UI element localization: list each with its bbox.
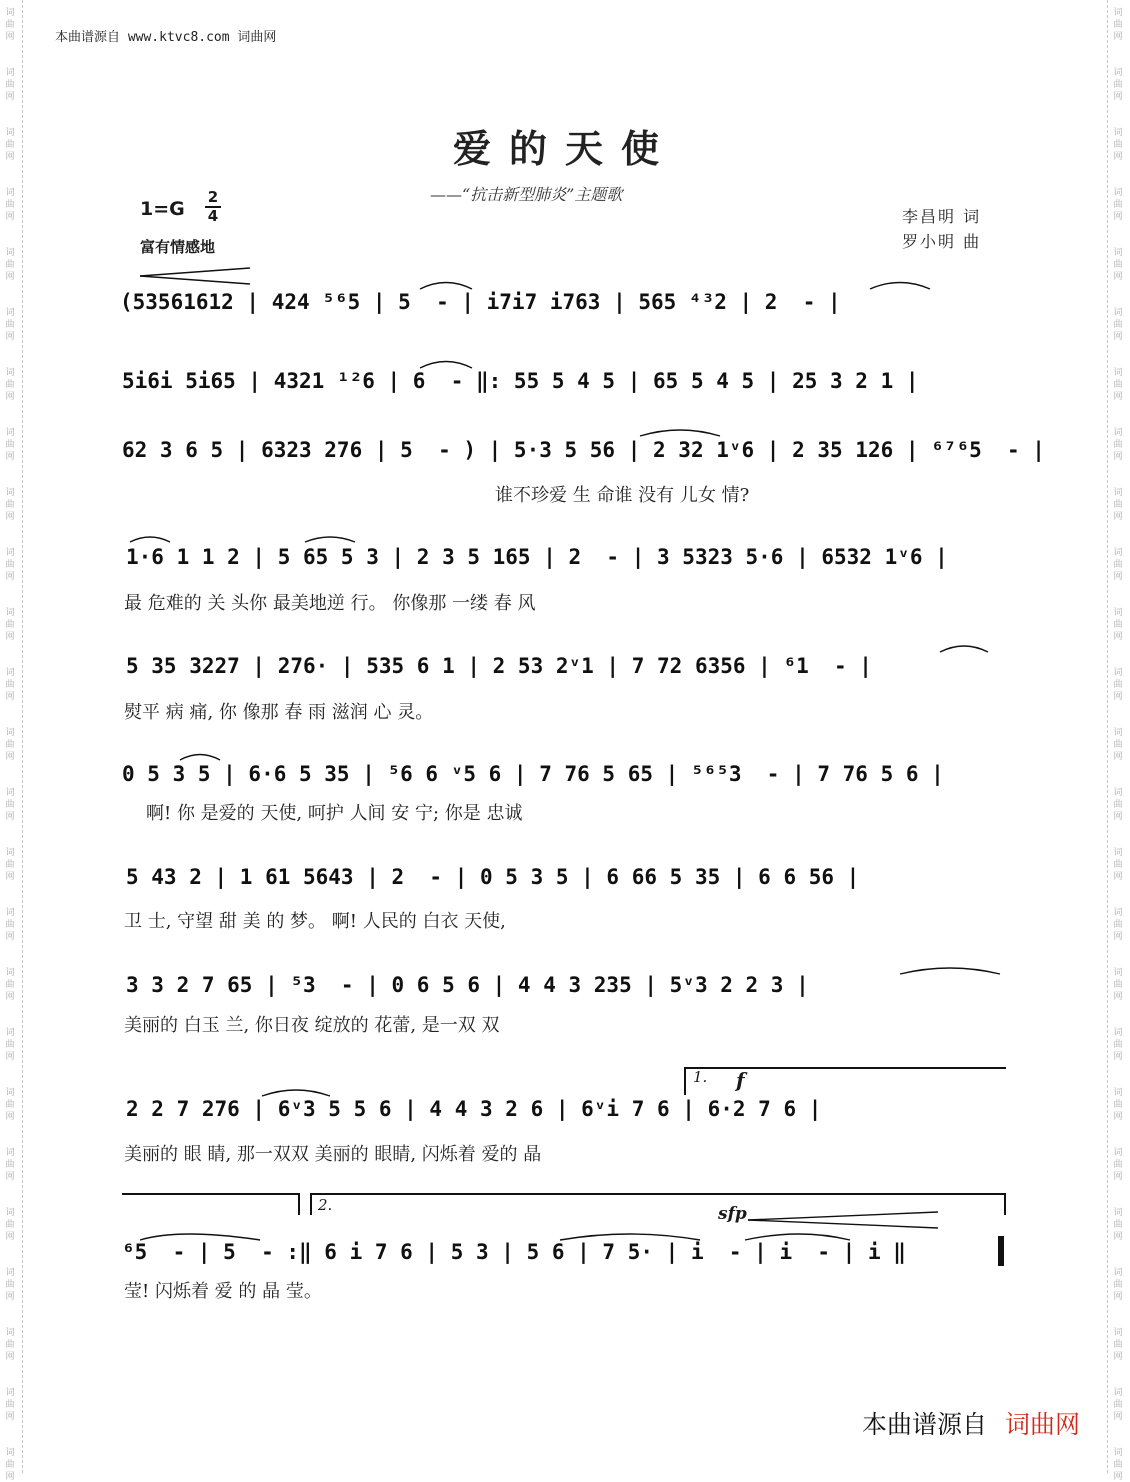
margin-glyph: 曲: [5, 560, 15, 570]
margin-glyph: 词: [1113, 728, 1123, 738]
margin-glyph: 曲: [1113, 980, 1123, 990]
margin-glyph: 网: [1113, 452, 1123, 462]
slur-3: [420, 362, 472, 369]
margin-glyph: 曲: [5, 1040, 15, 1050]
margin-glyph: 词: [5, 1088, 15, 1098]
margin-glyph: 曲: [5, 500, 15, 510]
watermark-source: 本曲谱源自: [862, 1410, 988, 1439]
margin-glyph: 词: [1113, 308, 1123, 318]
margin-glyph: 词: [5, 908, 15, 918]
margin-glyph: 曲: [5, 920, 15, 930]
lyrics-line-5: 熨平 病 痛, 你 像那 春 雨 滋润 心 灵。: [124, 702, 434, 723]
margin-glyph: 词: [1113, 128, 1123, 138]
margin-glyph: 网: [1113, 932, 1123, 942]
margin-glyph: 网: [1113, 692, 1123, 702]
slur-9: [900, 968, 1000, 974]
margin-glyph: 网: [1113, 812, 1123, 822]
margin-glyph: 词: [5, 248, 15, 258]
margin-glyph: 曲: [5, 20, 15, 30]
margin-glyph: 词: [5, 1148, 15, 1158]
margin-glyph: 网: [1113, 92, 1123, 102]
margin-glyph: 词: [5, 488, 15, 498]
margin-glyph: 曲: [5, 200, 15, 210]
lyrics-line-6: 啊! 你 是爱的 天使, 呵护 人间 安 宁; 你是 忠诚: [146, 803, 523, 824]
margin-glyph: 词: [5, 668, 15, 678]
margin-glyph: 曲: [5, 1340, 15, 1350]
sfp-hairpin-top: [748, 1212, 938, 1220]
margin-glyph: 词: [1113, 488, 1123, 498]
margin-glyph: 曲: [1113, 380, 1123, 390]
margin-glyph: 网: [5, 1232, 15, 1242]
lyricist-credit: 李昌明 词: [902, 207, 982, 226]
song-subtitle: ——“抗击新型肺炎”主题歌: [430, 185, 623, 204]
score-line-6: 0 5 3 5 | 6·6 5 35 | ⁵6 6 ᵛ5 6 | 7 76 5 65 | ⁵⁶⁵3 - | 7 76 5 6 |: [122, 762, 944, 786]
lyrics-line-10: 莹! 闪烁着 爱 的 晶 莹。: [124, 1281, 322, 1302]
margin-glyph: 词: [5, 368, 15, 378]
margin-glyph: 词: [5, 788, 15, 798]
margin-glyph: 网: [1113, 212, 1123, 222]
margin-glyph: 词: [5, 1028, 15, 1038]
margin-glyph: 网: [5, 212, 15, 222]
margin-glyph: 词: [1113, 668, 1123, 678]
margin-glyph: 网: [1113, 272, 1123, 282]
margin-glyph: 词: [1113, 188, 1123, 198]
margin-glyph: 词: [5, 848, 15, 858]
margin-glyph: 网: [1113, 1172, 1123, 1182]
source-line: 本曲谱源自 www.ktvc8.com 词曲网: [55, 30, 277, 45]
slur-10: [262, 1090, 330, 1096]
tempo-marking: 富有情感地: [140, 238, 216, 256]
lyrics-line-7: 卫 士, 守望 甜 美 的 梦。 啊! 人民的 白衣 天使,: [124, 911, 506, 932]
margin-glyph: 曲: [1113, 740, 1123, 750]
slur-2: [870, 283, 930, 290]
margin-glyph: 曲: [1113, 920, 1123, 930]
margin-glyph: 词: [5, 1388, 15, 1398]
margin-glyph: 网: [5, 332, 15, 342]
margin-glyph: 网: [1113, 1412, 1123, 1422]
margin-glyph: 网: [1113, 32, 1123, 42]
song-title: 爱的天使: [452, 126, 677, 171]
margin-glyph: 词: [1113, 1388, 1123, 1398]
margin-glyph: 网: [1113, 392, 1123, 402]
margin-glyph: 曲: [5, 800, 15, 810]
score-line-7: 5 43 2 | 1 61 5643 | 2 - | 0 5 3 5 | 6 66 5 35 | 6 6 56 |: [126, 865, 860, 889]
margin-glyph: 曲: [5, 1460, 15, 1470]
margin-glyph: 曲: [1113, 260, 1123, 270]
margin-glyph: 曲: [5, 1280, 15, 1290]
margin-glyph: 词: [1113, 248, 1123, 258]
lyrics-line-8: 美丽的 白玉 兰, 你日夜 绽放的 花蕾, 是一双 双: [124, 1015, 500, 1036]
margin-glyph: 曲: [1113, 1400, 1123, 1410]
sfp-hairpin-bottom: [748, 1220, 938, 1228]
margin-glyph: 网: [1113, 1292, 1123, 1302]
margin-glyph: 网: [1113, 512, 1123, 522]
margin-glyph: 曲: [1113, 320, 1123, 330]
margin-glyph: 网: [5, 272, 15, 282]
margin-glyph: 词: [1113, 608, 1123, 618]
margin-glyph: 网: [5, 1112, 15, 1122]
decrescendo-hairpin-top: [140, 268, 250, 276]
margin-glyph: 曲: [5, 860, 15, 870]
margin-glyph: 网: [1113, 1472, 1123, 1482]
margin-glyph: 曲: [1113, 560, 1123, 570]
margin-glyph: 曲: [1113, 800, 1123, 810]
margin-glyph: 词: [5, 1448, 15, 1458]
composer-credit: 罗小明 曲: [902, 232, 982, 251]
margin-glyph: 词: [1113, 1148, 1123, 1158]
margin-glyph: 词: [1113, 1328, 1123, 1338]
margin-glyph: 词: [5, 968, 15, 978]
margin-glyph: 网: [5, 692, 15, 702]
margin-glyph: 网: [5, 992, 15, 1002]
slur-5: [130, 537, 170, 542]
score-line-1: (53561612 | 424 ⁵⁶5 | 5 - | i7i7 i763 | 565 ⁴³2 | 2 - |: [120, 290, 841, 314]
lyrics-line-4: 最 危难的 关 头你 最美地逆 行。 你像那 一缕 春 风: [124, 593, 536, 614]
margin-glyph: 曲: [1113, 440, 1123, 450]
margin-glyph: 网: [5, 752, 15, 762]
score-line-10: ⁶5 - | 5 - :‖ 6 i 7 6 | 5 3 | 5 6 | 7 5· | i - | i - | i ‖: [122, 1240, 906, 1264]
watermark-site: 词曲网: [1005, 1410, 1081, 1439]
margin-glyph: 网: [5, 32, 15, 42]
margin-glyph: 词: [5, 608, 15, 618]
margin-glyph: 网: [5, 872, 15, 882]
margin-glyph: 词: [1113, 1208, 1123, 1218]
score-line-4: 1·6 1 1 2 | 5 65 5 3 | 2 3 5 165 | 2 - | 3 5323 5·6 | 6532 1ᵛ6 |: [126, 545, 948, 569]
margin-glyph: 曲: [1113, 1100, 1123, 1110]
margin-glyph: 网: [5, 92, 15, 102]
key-signature: 1=G: [140, 198, 185, 220]
margin-glyph: 网: [5, 932, 15, 942]
margin-glyph: 词: [1113, 1028, 1123, 1038]
margin-glyph: 曲: [5, 1220, 15, 1230]
margin-glyph: 曲: [5, 140, 15, 150]
margin-glyph: 曲: [5, 80, 15, 90]
margin-glyph: 曲: [1113, 500, 1123, 510]
margin-glyph: 曲: [1113, 1220, 1123, 1230]
margin-glyph: 词: [1113, 368, 1123, 378]
slur-1: [420, 283, 472, 290]
margin-glyph: 词: [1113, 968, 1123, 978]
margin-glyph: 曲: [5, 740, 15, 750]
margin-glyph: 词: [1113, 908, 1123, 918]
margin-glyph: 词: [5, 188, 15, 198]
score-line-3: 62 3 6 5 | 6323 276 | 5 - ) | 5·3 5 56 | 2 32 1ᵛ6 | 2 35 126 | ⁶⁷⁶5 - |: [122, 438, 1045, 462]
margin-glyph: 网: [5, 1052, 15, 1062]
margin-glyph: 网: [5, 1172, 15, 1182]
slur-8: [180, 755, 220, 761]
margin-glyph: 网: [1113, 632, 1123, 642]
margin-glyph: 网: [1113, 1352, 1123, 1362]
margin-glyph: 词: [1113, 788, 1123, 798]
slur-13: [745, 1234, 850, 1240]
margin-glyph: 词: [1113, 848, 1123, 858]
forte-marking: f: [736, 1068, 745, 1092]
second-ending-label: 2.: [318, 1196, 333, 1214]
margin-glyph: 词: [1113, 428, 1123, 438]
margin-glyph: 词: [5, 1328, 15, 1338]
margin-glyph: 曲: [5, 620, 15, 630]
margin-glyph: 曲: [1113, 1460, 1123, 1470]
slur-7: [940, 646, 988, 652]
slur-11: [140, 1234, 260, 1240]
margin-glyph: 网: [5, 632, 15, 642]
margin-glyph: 词: [5, 428, 15, 438]
score-line-2: 5i6i 5i65 | 4321 ¹²6 | 6 - ‖: 55 5 4 5 | 65 5 4 5 | 25 3 2 1 |: [122, 369, 919, 393]
margin-glyph: 曲: [1113, 620, 1123, 630]
margin-glyph: 曲: [5, 1100, 15, 1110]
margin-glyph: 网: [5, 1472, 15, 1482]
decrescendo-hairpin-bottom: [140, 276, 250, 284]
margin-glyph: 网: [1113, 1232, 1123, 1242]
margin-glyph: 词: [5, 1268, 15, 1278]
time-signature-bottom: 4: [207, 207, 219, 225]
margin-glyph: 网: [1113, 332, 1123, 342]
sfp-marking: sfp: [718, 1204, 747, 1224]
slur-12: [560, 1234, 700, 1240]
footer-watermark: [862, 1405, 1080, 1441]
margin-glyph: 词: [5, 8, 15, 18]
margin-glyph: 网: [5, 572, 15, 582]
margin-glyph: 词: [5, 548, 15, 558]
margin-glyph: 网: [1113, 152, 1123, 162]
margin-glyph: 网: [5, 152, 15, 162]
margin-glyph: 网: [1113, 1052, 1123, 1062]
margin-glyph: 网: [1113, 752, 1123, 762]
margin-glyph: 词: [1113, 68, 1123, 78]
margin-glyph: 网: [5, 1292, 15, 1302]
margin-glyph: 网: [1113, 872, 1123, 882]
lyrics-line-9: 美丽的 眼 睛, 那一双双 美丽的 眼睛, 闪烁着 爱的 晶: [124, 1144, 542, 1165]
margin-glyph: 网: [1113, 1112, 1123, 1122]
margin-glyph: 曲: [1113, 1280, 1123, 1290]
margin-glyph: 网: [5, 1412, 15, 1422]
margin-glyph: 词: [5, 128, 15, 138]
margin-glyph: 词: [1113, 1268, 1123, 1278]
time-signature-top: 2: [207, 188, 219, 206]
margin-glyph: 曲: [5, 260, 15, 270]
margin-glyph: 词: [5, 1208, 15, 1218]
margin-glyph: 曲: [5, 1400, 15, 1410]
margin-glyph: 曲: [1113, 1160, 1123, 1170]
margin-glyph: 曲: [5, 980, 15, 990]
margin-glyph: 曲: [1113, 680, 1123, 690]
margin-glyph: 网: [1113, 992, 1123, 1002]
margin-glyph: 词: [1113, 8, 1123, 18]
margin-glyph: 曲: [5, 1160, 15, 1170]
first-ending-label: 1.: [693, 1068, 708, 1086]
margin-glyph: 网: [5, 512, 15, 522]
margin-glyph: 词: [5, 68, 15, 78]
margin-glyph: 曲: [1113, 1040, 1123, 1050]
margin-glyph: 曲: [5, 680, 15, 690]
margin-glyph: 词: [1113, 1088, 1123, 1098]
margin-glyph: 曲: [5, 320, 15, 330]
margin-glyph: 曲: [5, 380, 15, 390]
margin-glyph: 网: [5, 452, 15, 462]
margin-glyph: 曲: [1113, 1340, 1123, 1350]
margin-glyph: 网: [5, 1352, 15, 1362]
margin-glyph: 曲: [5, 440, 15, 450]
margin-glyph: 曲: [1113, 860, 1123, 870]
margin-glyph: 词: [1113, 548, 1123, 558]
score-line-8: 3 3 2 7 65 | ⁵3 - | 0 6 5 6 | 4 4 3 235 | 5ᵛ3 2 2 3 |: [126, 973, 809, 997]
margin-glyph: 词: [1113, 1448, 1123, 1458]
lyrics-line-3: 谁不珍爱 生 命谁 没有 儿女 情?: [495, 485, 750, 506]
slur-6: [305, 537, 355, 542]
score-line-9: 2 2 7 276 | 6ᵛ3 5 5 6 | 4 4 3 2 6 | 6ᵛi 7 6 | 6·2 7 6 |: [126, 1097, 822, 1121]
margin-glyph: 曲: [1113, 80, 1123, 90]
margin-glyph: 网: [1113, 572, 1123, 582]
margin-glyph: 词: [5, 728, 15, 738]
margin-glyph: 曲: [1113, 20, 1123, 30]
margin-glyph: 词: [5, 308, 15, 318]
score-line-5: 5 35 3227 | 276· | 535 6 1 | 2 53 2ᵛ1 | 7 72 6356 | ⁶1 - |: [126, 654, 872, 678]
margin-glyph: 曲: [1113, 140, 1123, 150]
slur-4: [640, 430, 720, 436]
margin-glyph: 曲: [1113, 200, 1123, 210]
margin-glyph: 网: [5, 392, 15, 402]
margin-glyph: 网: [5, 812, 15, 822]
